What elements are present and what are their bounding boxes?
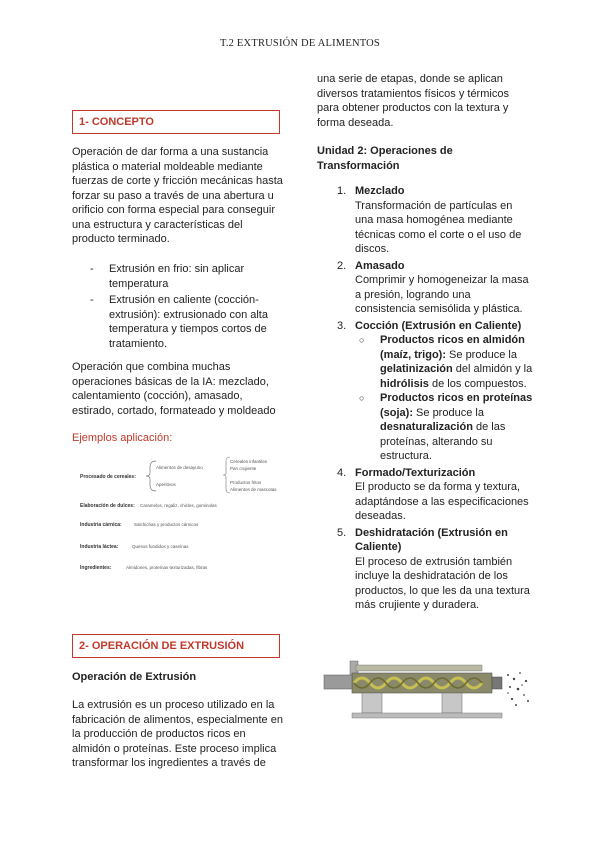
step-text: El producto se da forma y textura, adaptándose a las especificaciones deseadas. xyxy=(355,481,529,522)
step-number: 2. xyxy=(337,259,347,272)
figure-item: Aperitivos xyxy=(156,482,176,487)
figure-label: Industria láctea: xyxy=(80,544,119,550)
sub-list-item xyxy=(355,391,533,464)
operation-paragraph: Operación que combina muchas operaciones básicas de la IA: mezclado, calentamiento (cocción), amasado, estirado, cortado, formateado y moldeado xyxy=(72,361,276,417)
subheading: Operación de Extrusión xyxy=(72,671,197,683)
figure-item: Productos fritos xyxy=(230,480,262,485)
concept-paragraph: Operación de dar forma a una sustancia plástica o material moldeable mediante fuerzas de corte y fricción mecánicas hasta forzar su paso a través de una abertura u orificio con forma especial para conseguir una estructura y características del producto terminado. xyxy=(72,146,283,245)
figure-text: Quesos fundidos y caseínas xyxy=(132,544,189,549)
sub-item-bold: desnaturalización xyxy=(380,421,473,433)
step-number: 5. xyxy=(337,526,347,539)
continued-paragraph: una serie de etapas, donde se aplican diversos tratamientos físicos y térmicos para obtener productos con la textura y forma deseada. xyxy=(317,73,509,129)
list-item: - Extrusión en frio: sin aplicar temperatura xyxy=(90,262,282,291)
operations-list xyxy=(317,184,533,615)
sub-item-title: Productos ricos en almidón (maíz, trigo): xyxy=(380,334,525,361)
step-text: El proceso de extrusión también incluye la deshidratación de los productos, lo que les da una textura más crujiente y duradera. xyxy=(355,555,530,611)
list-item xyxy=(317,466,533,524)
list-item: - Extrusión en caliente (cocción-extrusión): extrusionado con alta temperatura y tiempos cortos de tratamiento. xyxy=(90,293,282,351)
extrusion-paragraph: La extrusión es un proceso utilizado en la fabricación de alimentos, especialmente en la producción de productos ricos en almidón o proteínas. Este proceso implica transformar los ingredientes a través de xyxy=(72,699,283,769)
figure-text: Almidones, proteínas texturizadas, fibras xyxy=(126,565,208,570)
list-item xyxy=(317,319,533,464)
step-title: Mezclado xyxy=(355,185,405,197)
sub-item-text: del almidón y la xyxy=(452,363,533,375)
figure-item: Pan crujiente xyxy=(230,466,257,471)
figure-text: Caramelos, regaliz, chicles, gominolas xyxy=(140,503,217,508)
section-heading-operacion: 2- OPERACIÓN DE EXTRUSIÓN xyxy=(72,634,280,658)
examples-figure xyxy=(72,455,284,580)
section-heading-concepto: 1- CONCEPTO xyxy=(72,110,280,134)
unit-heading: Unidad 2: Operaciones de Transformación xyxy=(317,145,453,172)
figure-item: Cereales infantiles xyxy=(230,459,268,464)
figure-label: Ingredientes: xyxy=(80,565,112,571)
list-item xyxy=(317,259,533,317)
figure-label: Industria cárnica: xyxy=(80,522,122,528)
step-title: Formado/Texturización xyxy=(355,466,476,479)
step-text: Comprimir y homogeneizar la masa a presión, logrando una consistencia semisólida y plástica. xyxy=(355,274,529,315)
sub-item-text: de las proteínas, alterando su estructura. xyxy=(380,421,506,462)
step-number: 4. xyxy=(337,466,347,479)
list-item xyxy=(317,526,533,613)
sub-item-title: Productos ricos en proteínas (soja): xyxy=(380,392,533,419)
list-item xyxy=(317,184,533,257)
page-title: T.2 EXTRUSIÓN DE ALIMENTOS xyxy=(220,38,380,49)
figure-item: Alimentos de mascotas xyxy=(230,487,277,492)
extruder-illustration xyxy=(322,655,534,723)
figure-label: Procesado de cereales: xyxy=(80,474,136,480)
step-number: 3. xyxy=(337,319,347,332)
figure-label: Elaboración de dulces: xyxy=(80,503,135,509)
step-title: Deshidratación (Extrusión en Caliente) xyxy=(355,526,508,553)
sub-item-bold: gelatinización xyxy=(380,363,453,375)
sub-list-item xyxy=(355,333,533,391)
sub-item-bold: hidrólisis xyxy=(380,377,429,390)
figure-item: Alimentos de desayuno xyxy=(156,465,203,470)
sub-item-text: Se produce la xyxy=(446,348,517,361)
sub-item-text: Se produce la xyxy=(413,406,484,419)
step-title: Amasado xyxy=(355,259,405,272)
examples-label: Ejemplos aplicación: xyxy=(72,432,173,444)
step-title: Cocción (Extrusión en Caliente) xyxy=(355,319,522,332)
figure-text: Salchichas y productos cárnicos xyxy=(134,522,199,527)
step-text: Transformación de partículas en una masa homogénea mediante técnicas como el corte o el uso de discos. xyxy=(355,199,522,255)
sub-item-text: de los compuestos. xyxy=(428,377,527,390)
extrusion-types-list xyxy=(90,262,282,353)
step-number: 1. xyxy=(337,185,347,197)
